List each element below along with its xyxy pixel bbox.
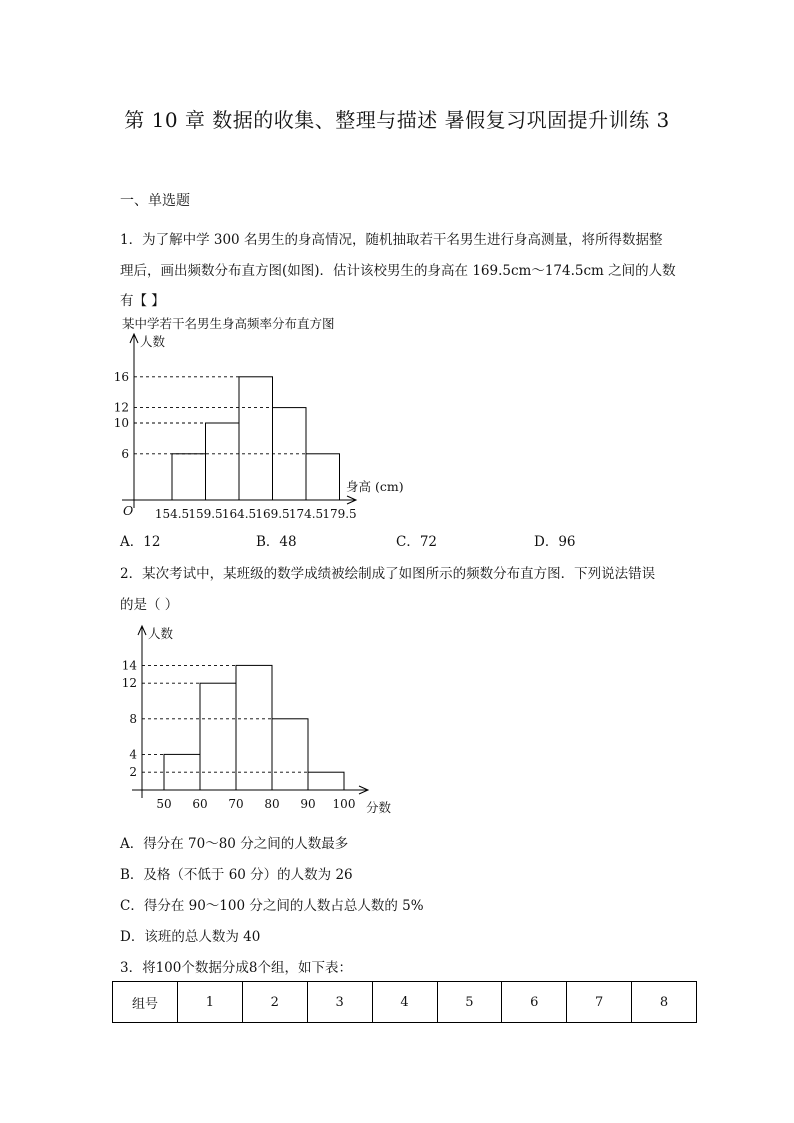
y-tick-label: 8 (129, 711, 137, 726)
histogram-bar (272, 719, 308, 790)
histogram-bar (308, 772, 344, 790)
q2-option-d[interactable]: D．该班的总人数为 40 (120, 929, 261, 945)
y-tick-label: 14 (121, 658, 137, 673)
table-cell: 3 (307, 982, 372, 1023)
q1-text-line2: 理后，画出频数分布直方图(如图)．估计该校男生的身高在 169.5cm～174.5cm 之间的人数 (120, 263, 676, 279)
y-axis-label: 人数 (148, 626, 174, 641)
table-cell-header: 组号 (113, 982, 178, 1023)
section-heading: 一、单选题 (120, 193, 190, 209)
table-row (113, 982, 697, 1023)
x-tick-label: 50 (156, 797, 172, 811)
x-tick-label: 164.5 (221, 507, 257, 521)
x-tick-label: 179.5 (322, 507, 357, 521)
q3-text-line1: 3．将100个数据分成8个组，如下表： (120, 960, 352, 976)
histogram-bar (239, 377, 273, 500)
q1-option-a[interactable]: A．12 (120, 534, 161, 550)
q1-option-b[interactable]: B．48 (256, 534, 297, 550)
histogram-bar (236, 665, 272, 790)
x-axis-label: 身高 (cm) (346, 479, 404, 494)
chart-title: 某中学若干名男生身高频率分布直方图 (122, 316, 335, 331)
x-tick-label: 70 (228, 797, 244, 811)
x-tick-label: 174.5 (288, 507, 324, 521)
y-tick-label: 12 (113, 400, 129, 415)
page-title: 第 10 章 数据的收集、整理与描述 暑假复习巩固提升训练 3 (124, 108, 670, 132)
x-tick-label: 60 (192, 797, 208, 811)
q1-text-line1: 1．为了解中学 300 名男生的身高情况，随机抽取若干名男生进行身高测量，将所得数据整 (120, 232, 663, 248)
origin-label: O (123, 503, 134, 518)
q2-option-a[interactable]: A．得分在 70～80 分之间的人数最多 (120, 836, 349, 852)
histogram-bar (164, 754, 200, 790)
q2-text-line1: 2．某次考试中，某班级的数学成绩被绘制成了如图所示的频数分布直方图．下列说法错误 (120, 566, 656, 582)
histogram-bar (200, 683, 236, 790)
q2-option-c[interactable]: C．得分在 90～100 分之间的人数占总人数的 5% (120, 898, 424, 914)
q1-histogram (110, 312, 420, 527)
y-axis-label: 人数 (140, 334, 166, 349)
x-tick-label: 90 (300, 797, 316, 811)
table-cell: 6 (502, 982, 567, 1023)
table-cell: 4 (372, 982, 437, 1023)
y-tick-label: 12 (121, 676, 137, 691)
q3-group-table (112, 981, 697, 1023)
q2-text-line2: 的是（ ） (120, 597, 179, 613)
y-tick-label: 4 (129, 747, 137, 762)
q1-text-line3: 有【 】 (120, 293, 165, 309)
y-tick-label: 16 (113, 369, 129, 384)
q2-histogram (110, 622, 410, 817)
histogram-bar (306, 454, 340, 500)
table-cell: 8 (632, 982, 697, 1023)
histogram-bar (172, 454, 206, 500)
x-tick-label: 159.5 (188, 507, 223, 521)
x-axis-label: 分数 (366, 800, 392, 815)
table-cell: 2 (242, 982, 307, 1023)
table-cell: 5 (437, 982, 502, 1023)
histogram-bar (206, 423, 240, 500)
x-tick-label: 169.5 (255, 507, 290, 521)
y-tick-label: 2 (129, 765, 137, 780)
q2-option-b[interactable]: B．及格（不低于 60 分）的人数为 26 (120, 867, 353, 883)
histogram-bar (273, 408, 307, 500)
table-cell: 7 (567, 982, 632, 1023)
x-tick-label: 154.5 (154, 507, 190, 521)
q1-option-d[interactable]: D．96 (534, 534, 576, 550)
table-cell: 1 (178, 982, 243, 1023)
y-tick-label: 6 (121, 446, 129, 461)
y-tick-label: 10 (113, 416, 129, 430)
q1-option-c[interactable]: C．72 (396, 534, 438, 550)
x-tick-label: 80 (264, 797, 280, 811)
x-tick-label: 100 (332, 797, 356, 811)
